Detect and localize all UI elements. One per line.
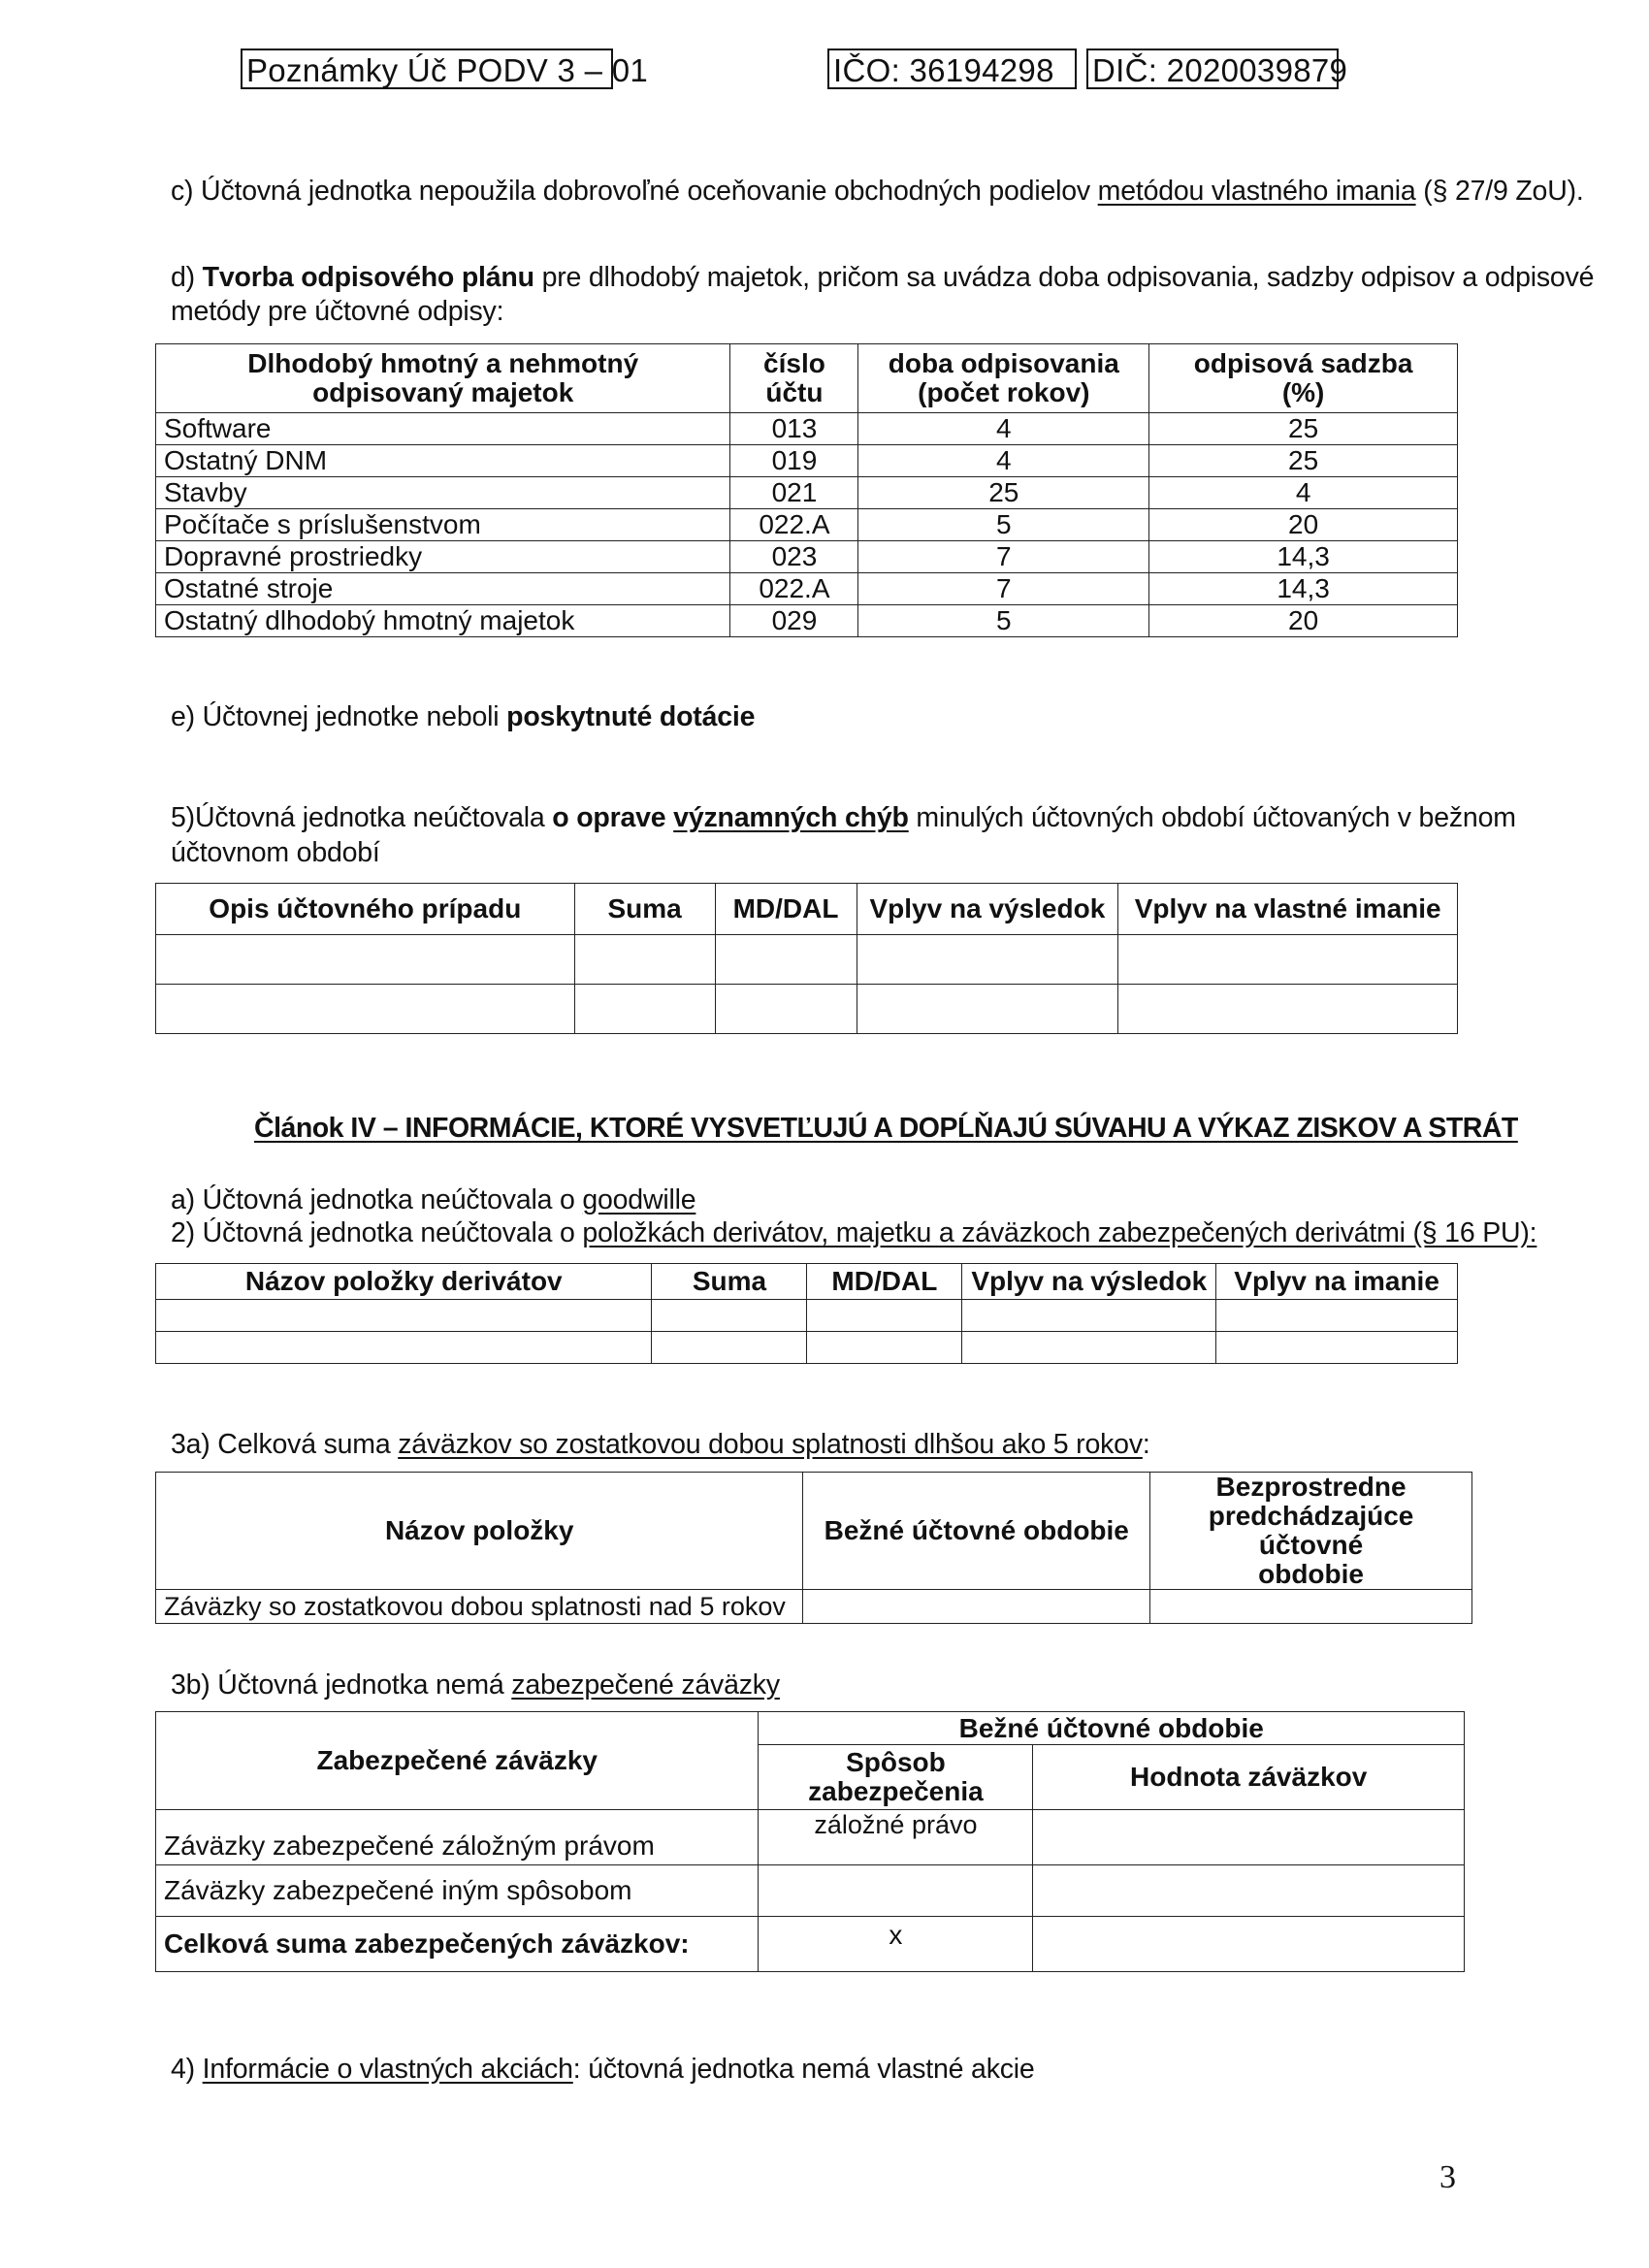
years-cell: 25 <box>858 477 1149 509</box>
article-iv-a <box>171 1183 695 1216</box>
dic-box <box>1086 49 1348 89</box>
header-period: doba odpisovania (počet rokov) <box>858 344 1149 413</box>
rate-cell: 25 <box>1149 445 1458 477</box>
table-row <box>156 413 1458 445</box>
years-cell: 7 <box>858 541 1149 573</box>
table-row <box>156 1590 1472 1624</box>
header-md-dal: MD/DAL <box>715 884 857 935</box>
long-term-prior-value <box>1150 1590 1472 1624</box>
section-d-line2: metódy pre účtovné odpisy: <box>171 296 504 327</box>
years-cell: 4 <box>858 445 1149 477</box>
secured-row-method: záložné právo <box>759 1810 1033 1865</box>
header-asset: Dlhodobý hmotný a nehmotný odpisovaný majetok <box>156 344 730 413</box>
secured-total-label: Celková suma zabezpečených záväzkov: <box>156 1917 759 1972</box>
rate-cell: 14,3 <box>1149 541 1458 573</box>
years-cell: 4 <box>858 413 1149 445</box>
section-5-line1 <box>171 801 1516 834</box>
section-3b-prefix: 3b) Účtovná jednotka nemá <box>171 1669 512 1701</box>
secured-total-value <box>1033 1917 1465 1972</box>
table-row <box>156 477 1458 509</box>
header-result-effect: Vplyv na výsledok <box>962 1264 1216 1300</box>
table-row <box>156 985 1458 1034</box>
table-row <box>156 541 1458 573</box>
asset-cell: Ostatné stroje <box>156 573 730 605</box>
table-row <box>156 935 1458 985</box>
secured-liabilities-table <box>155 1711 1465 1972</box>
secured-row-method <box>759 1865 1033 1917</box>
article-iv-b <box>171 1216 1536 1249</box>
account-cell: 019 <box>730 445 858 477</box>
ico-number: IČO: 36194298 <box>833 52 1054 88</box>
header-security-method: Spôsob zabezpečenia <box>759 1745 1033 1810</box>
article-iv-a-underlined: goodwille <box>582 1184 696 1215</box>
ico-box <box>827 49 1077 89</box>
rate-cell: 14,3 <box>1149 573 1458 605</box>
section-5-line2: účtovnom období <box>171 837 380 868</box>
account-cell: 022.A <box>730 509 858 541</box>
section-3a-suffix: : <box>1142 1429 1150 1460</box>
section-d-bold: Tvorba odpisového plánu <box>202 262 534 293</box>
section-e-text <box>171 700 755 733</box>
header-liability-value: Hodnota záväzkov <box>1033 1745 1465 1810</box>
years-cell: 5 <box>858 605 1149 637</box>
table-row <box>156 445 1458 477</box>
secured-row-value <box>1033 1810 1465 1865</box>
article-iv-b-underlined: položkách derivátov, majetku a záväzkoch zabezpečených derivátmi (§ 16 PU): <box>582 1217 1537 1248</box>
section-5-bold: o oprave <box>552 802 674 833</box>
section-4-suffix: : účtovná jednotka nemá vlastné akcie <box>572 2054 1035 2085</box>
long-term-header <box>156 1473 1472 1590</box>
long-term-current-value <box>803 1590 1150 1624</box>
error-corrections-table <box>155 883 1458 1034</box>
section-3b-underlined: zabezpečené záväzky <box>511 1669 780 1701</box>
long-term-row-label: Záväzky so zostatkovou dobou splatnosti nad 5 rokov <box>156 1590 803 1624</box>
rate-cell: 4 <box>1149 477 1458 509</box>
header-amount: Suma <box>574 884 715 935</box>
asset-cell: Počítače s príslušenstvom <box>156 509 730 541</box>
header-amount: Suma <box>652 1264 807 1300</box>
section-d-line1 <box>171 261 1594 294</box>
header-derivative-name: Názov položky derivátov <box>156 1264 652 1300</box>
section-c-text <box>171 175 1584 208</box>
depreciation-rows <box>156 413 1458 637</box>
section-5-prefix: 5)Účtovná jednotka neúčtovala <box>171 802 553 833</box>
header-result-effect: Vplyv na výsledok <box>857 884 1118 935</box>
dic-number: DIČ: 2020039879 <box>1092 52 1348 88</box>
error-corrections-header <box>156 884 1458 935</box>
account-cell: 029 <box>730 605 858 637</box>
table-row <box>156 509 1458 541</box>
account-cell: 023 <box>730 541 858 573</box>
article-iv-b-prefix: 2) Účtovná jednotka neúčtovala o <box>171 1217 583 1248</box>
header-prior-period: Bezprostredne predchádzajúce účtovné obdobie <box>1150 1473 1472 1590</box>
header-current-period: Bežné účtovné obdobie <box>803 1473 1150 1590</box>
section-c-underlined: metódou vlastného imania <box>1097 176 1416 207</box>
header-description: Opis účtovného prípadu <box>156 884 575 935</box>
table-row <box>156 605 1458 637</box>
asset-cell: Software <box>156 413 730 445</box>
header-account: číslo účtu <box>730 344 858 413</box>
section-3a-text <box>171 1428 1150 1461</box>
account-cell: 022.A <box>730 573 858 605</box>
article-iv-a-prefix: a) Účtovná jednotka neúčtovala o <box>171 1184 583 1215</box>
account-cell: 021 <box>730 477 858 509</box>
long-term-liabilities-table <box>155 1472 1472 1624</box>
years-cell: 5 <box>858 509 1149 541</box>
secured-header-row1 <box>156 1712 1465 1745</box>
section-d-prefix: d) <box>171 262 203 293</box>
derivatives-table <box>155 1263 1458 1364</box>
rate-cell: 25 <box>1149 413 1458 445</box>
account-cell: 013 <box>730 413 858 445</box>
header-equity-effect: Vplyv na vlastné imanie <box>1118 884 1458 935</box>
section-c-prefix: c) Účtovná jednotka nepoužila dobrovoľné oceňovanie obchodných podielov <box>171 176 1098 207</box>
rate-cell: 20 <box>1149 509 1458 541</box>
table-row <box>156 1865 1465 1917</box>
depreciation-header-row <box>156 344 1458 413</box>
secured-row-label: Záväzky zabezpečené záložným právom <box>156 1810 759 1865</box>
depreciation-table <box>155 343 1458 637</box>
table-row <box>156 1810 1465 1865</box>
section-4-prefix: 4) <box>171 2054 203 2085</box>
section-e-bold: poskytnuté dotácie <box>506 701 756 732</box>
rate-cell: 20 <box>1149 605 1458 637</box>
doc-reference-box <box>241 49 649 89</box>
table-row <box>156 1300 1458 1332</box>
secured-total-method: x <box>759 1917 1033 1972</box>
secured-row-value <box>1033 1865 1465 1917</box>
table-row <box>156 573 1458 605</box>
derivatives-header <box>156 1264 1458 1300</box>
section-5-rest: minulých účtovných období účtovaných v bežnom <box>908 802 1516 833</box>
section-3a-prefix: 3a) Celková suma <box>171 1429 399 1460</box>
header-current-period: Bežné účtovné obdobie <box>759 1712 1465 1745</box>
asset-cell: Ostatný dlhodobý hmotný majetok <box>156 605 730 637</box>
section-c-suffix: (§ 27/9 ZoU). <box>1415 176 1584 207</box>
years-cell: 7 <box>858 573 1149 605</box>
section-e-prefix: e) Účtovnej jednotke neboli <box>171 701 507 732</box>
article-iv-title: Článok IV – INFORMÁCIE, KTORÉ VYSVETĽUJÚ A DOPĹŇAJÚ SÚVAHU A VÝKAZ ZISKOV A STRÁT <box>254 1113 1518 1144</box>
header-md-dal: MD/DAL <box>807 1264 962 1300</box>
section-3a-underlined: záväzkov so zostatkovou dobou splatnosti dlhšou ako 5 rokov <box>398 1429 1143 1460</box>
doc-reference: Poznámky Úč PODV 3 – 01 <box>246 52 649 88</box>
table-row <box>156 1332 1458 1364</box>
section-4-underlined: Informácie o vlastných akciách <box>202 2054 573 2085</box>
header-item-name: Názov položky <box>156 1473 803 1590</box>
page-number: 3 <box>1439 2159 1456 2195</box>
section-3b-text <box>171 1669 780 1701</box>
asset-cell: Ostatný DNM <box>156 445 730 477</box>
section-5-bold-underlined: významných chýb <box>673 802 909 833</box>
section-d-rest: pre dlhodobý majetok, pričom sa uvádza doba odpisovania, sadzby odpisov a odpisové <box>534 262 1595 293</box>
asset-cell: Dopravné prostriedky <box>156 541 730 573</box>
header-secured-liabilities: Zabezpečené záväzky <box>156 1712 759 1810</box>
secured-row-label: Záväzky zabezpečené iným spôsobom <box>156 1865 759 1917</box>
header-rate: odpisová sadzba (%) <box>1149 344 1458 413</box>
table-row <box>156 1917 1465 1972</box>
asset-cell: Stavby <box>156 477 730 509</box>
section-4-text <box>171 2053 1035 2086</box>
header-equity-effect: Vplyv na imanie <box>1216 1264 1458 1300</box>
